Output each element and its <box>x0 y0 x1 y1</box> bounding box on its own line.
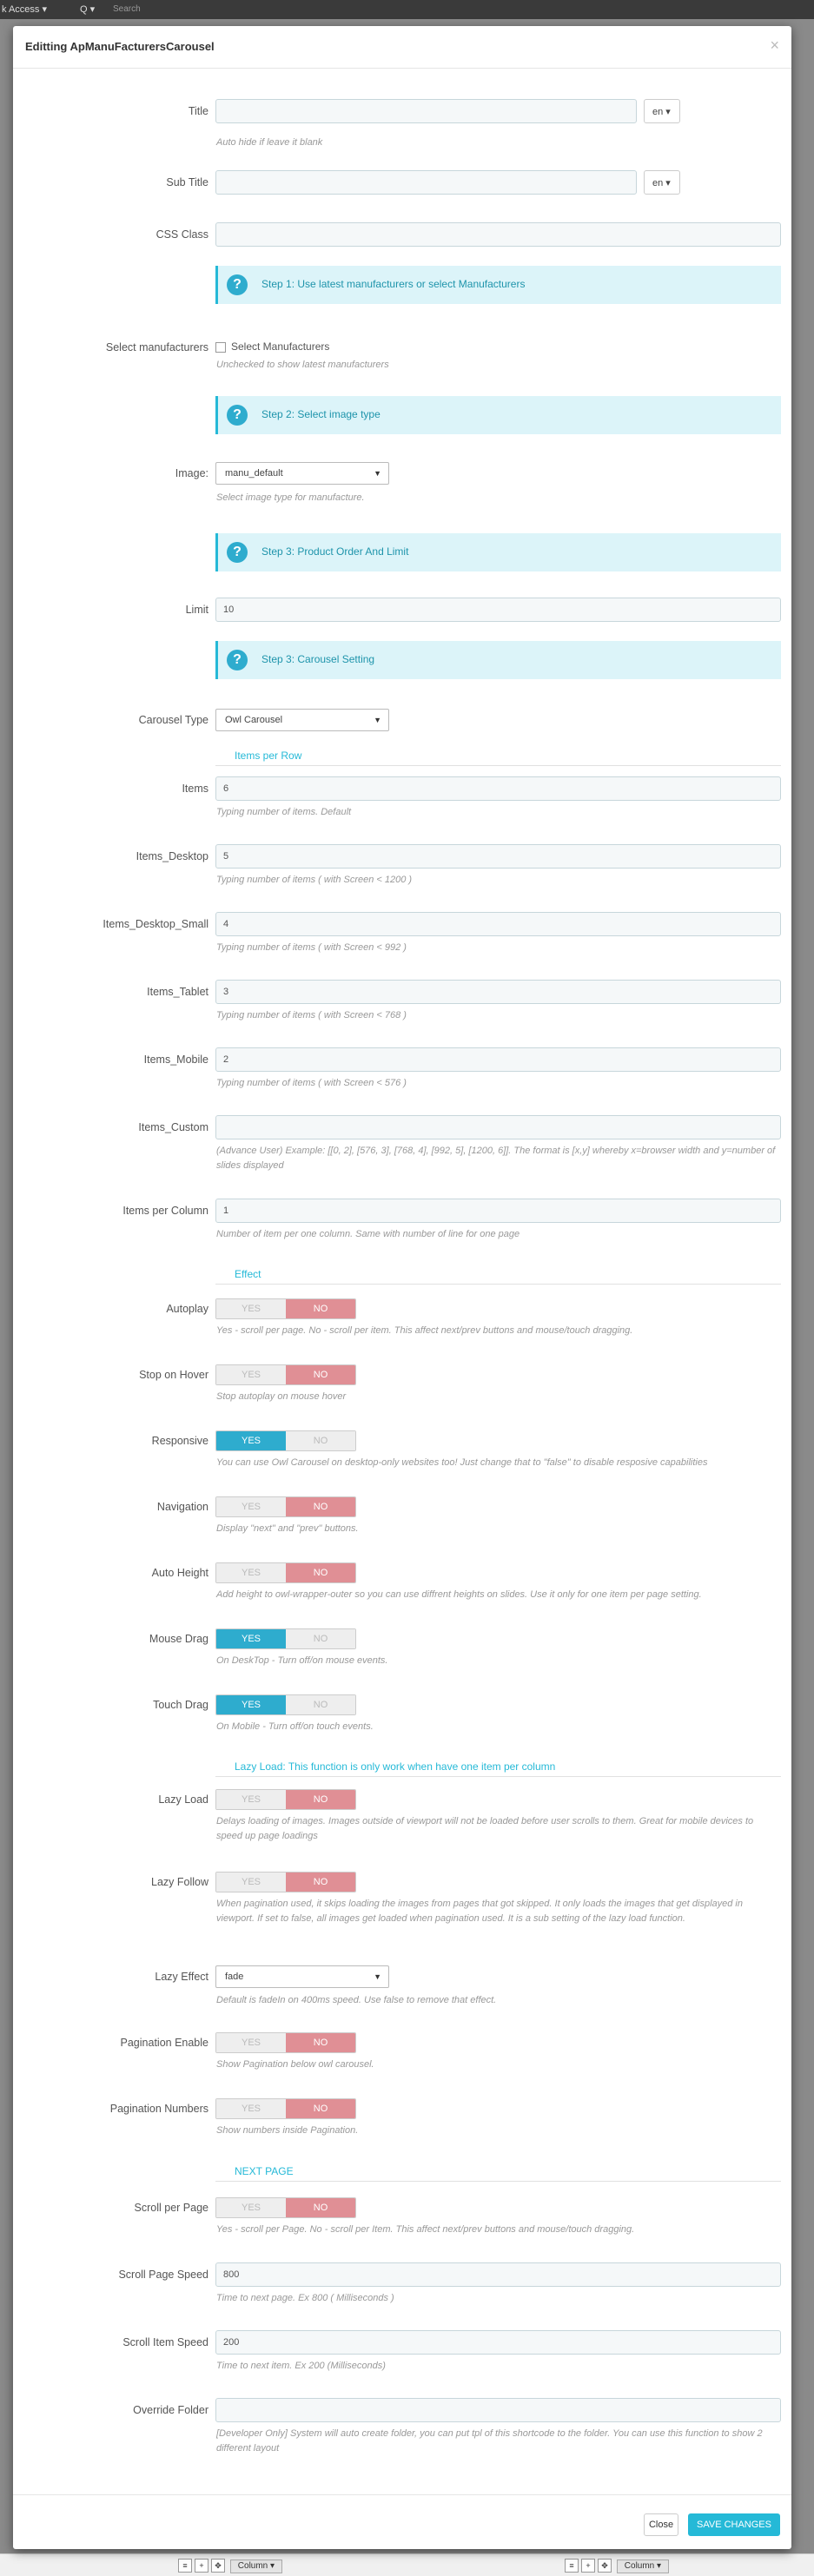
items-desktop-small-input[interactable]: 4 <box>215 912 781 936</box>
step1-text: Step 1: Use latest manufacturers or select Manufacturers <box>261 278 526 290</box>
column-dropdown-left[interactable]: Column ▾ <box>230 2559 282 2573</box>
pagination-enable-switch[interactable] <box>215 2032 356 2053</box>
responsive-label: Responsive <box>151 1435 208 1447</box>
auto-height-label: Auto Height <box>151 1567 208 1579</box>
navigation-yes[interactable]: YES <box>216 1497 286 1516</box>
modal-header <box>13 26 791 69</box>
lazy-effect-help: Default is fadeIn on 400ms speed. Use false to remove that effect. <box>216 1995 497 2005</box>
modal-footer <box>13 2494 791 2550</box>
items-custom-label: Items_Custom <box>138 1121 208 1133</box>
scroll-page-speed-label: Scroll Page Speed <box>118 2269 208 2281</box>
navigation-label: Navigation <box>156 1501 208 1513</box>
pagination-numbers-switch[interactable] <box>215 2098 356 2119</box>
items-desktop-small-label: Items_Desktop_Small <box>103 918 208 930</box>
column-toolbar-right <box>565 2559 669 2573</box>
add-icon[interactable]: + <box>581 2559 595 2573</box>
select-manufacturers-check-label: Select Manufacturers <box>231 340 330 353</box>
quick-access-menu[interactable]: k Access ▾ <box>2 4 47 15</box>
lazy-load-switch[interactable] <box>215 1789 356 1810</box>
pagination-enable-help: Show Pagination below owl carousel. <box>216 2059 374 2070</box>
caret-down-icon: ▼ <box>374 716 381 724</box>
carousel-type-select[interactable] <box>215 709 389 731</box>
scroll-item-speed-label: Scroll Item Speed <box>122 2336 208 2348</box>
select-manufacturers-checkbox[interactable] <box>215 340 329 353</box>
items-custom-help: (Advance User) Example: [[0, 2], [576, 3], [768, 4], [992, 5], [1200, 6]]. The format is [x,y] whereby x=browser width and y=number of slides displayed <box>216 1146 776 1171</box>
lazy-effect-row <box>13 1965 791 2005</box>
carousel-type-row <box>13 709 791 731</box>
subtitle-label: Sub Title <box>166 176 208 188</box>
lazy-effect-value: fade <box>225 1972 244 1982</box>
step3a-text: Step 3: Product Order And Limit <box>261 545 409 558</box>
auto-height-switch[interactable] <box>215 1562 356 1583</box>
add-icon[interactable]: + <box>195 2559 208 2573</box>
pagination-enable-label: Pagination Enable <box>120 2037 208 2049</box>
scroll-page-speed-input[interactable]: 800 <box>215 2262 781 2287</box>
stop-on-hover-label: Stop on Hover <box>139 1369 208 1381</box>
step3b-text: Step 3: Carousel Setting <box>261 653 375 665</box>
touch-drag-switch[interactable] <box>215 1694 356 1715</box>
title-input[interactable] <box>215 99 637 123</box>
navigation-no[interactable]: NO <box>286 1497 355 1516</box>
pagination-numbers-label: Pagination Numbers <box>109 2103 208 2115</box>
items-tablet-help: Typing number of items ( with Screen < 768 ) <box>216 1010 407 1020</box>
override-folder-label: Override Folder <box>133 2404 208 2416</box>
title-lang-select[interactable]: en ▾ <box>644 99 680 123</box>
lazy-follow-label: Lazy Follow <box>151 1876 208 1888</box>
touch-drag-yes[interactable]: YES <box>216 1695 286 1714</box>
items-desktop-small-help: Typing number of items ( with Screen < 992 ) <box>216 942 407 953</box>
title-label: Title <box>188 105 208 117</box>
scroll-item-speed-input[interactable]: 200 <box>215 2330 781 2355</box>
section-items-per-row: Items per Row <box>215 750 781 766</box>
caret-down-icon: ▼ <box>374 469 381 478</box>
items-mobile-help: Typing number of items ( with Screen < 576 ) <box>216 1078 407 1088</box>
image-select[interactable] <box>215 462 389 485</box>
section-effect: Effect <box>215 1268 781 1285</box>
step2-text: Step 2: Select image type <box>261 408 381 420</box>
lazy-load-no[interactable]: NO <box>286 1790 355 1809</box>
items-mobile-label: Items_Mobile <box>143 1054 208 1066</box>
lazy-load-help: Delays loading of images. Images outside of viewport will not be loaded before user scrolls to them. Great for mobile devices to speed up page loadings <box>216 1816 754 1841</box>
image-row <box>13 462 791 503</box>
autoplay-label: Autoplay <box>166 1303 208 1315</box>
limit-label: Limit <box>185 604 208 616</box>
edit-modal <box>13 26 791 2549</box>
stop-on-hover-yes[interactable]: YES <box>216 1365 286 1384</box>
responsive-no[interactable]: NO <box>286 1431 355 1450</box>
question-icon: ? <box>227 542 248 563</box>
items-custom-input[interactable] <box>215 1115 781 1139</box>
items-help: Typing number of items. Default <box>216 807 352 817</box>
mouse-drag-label: Mouse Drag <box>149 1633 208 1645</box>
subtitle-lang-select[interactable]: en ▾ <box>644 170 680 195</box>
step3b-alert <box>215 641 781 679</box>
move-icon[interactable]: ✥ <box>211 2559 225 2573</box>
step2-alert <box>215 396 781 434</box>
close-icon[interactable]: × <box>770 36 779 54</box>
caret-down-icon: ▼ <box>374 1972 381 1981</box>
items-tablet-label: Items_Tablet <box>147 986 208 998</box>
search-input[interactable]: Search <box>113 4 141 14</box>
items-tablet-input[interactable]: 3 <box>215 980 781 1004</box>
modal-title: Editting ApManuFacturersCarousel <box>25 40 215 53</box>
title-help: Auto hide if leave it blank <box>216 137 323 148</box>
navigation-switch[interactable] <box>215 1496 356 1517</box>
lazy-effect-select[interactable] <box>215 1965 389 1988</box>
mouse-drag-help: On DeskTop - Turn off/on mouse events. <box>216 1655 388 1666</box>
items-per-column-help: Number of item per one column. Same with number of line for one page <box>216 1229 520 1239</box>
touch-drag-no[interactable]: NO <box>286 1695 355 1714</box>
column-toolbar-left <box>178 2559 282 2573</box>
step1-alert <box>215 266 781 304</box>
close-button[interactable]: Close <box>644 2513 678 2536</box>
carousel-type-value: Owl Carousel <box>225 715 283 725</box>
touch-drag-label: Touch Drag <box>153 1699 208 1711</box>
question-icon: ? <box>227 274 248 295</box>
auto-height-no[interactable]: NO <box>286 1563 355 1582</box>
override-folder-input[interactable] <box>215 2398 781 2422</box>
lazy-follow-no[interactable]: NO <box>286 1873 355 1892</box>
admin-topbar <box>0 0 814 19</box>
select-manufacturers-help: Unchecked to show latest manufacturers <box>216 360 389 370</box>
search-icon[interactable]: Q ▾ <box>80 4 96 15</box>
pagination-numbers-help: Show numbers inside Pagination. <box>216 2125 359 2136</box>
scroll-per-page-switch[interactable] <box>215 2197 356 2218</box>
items-desktop-input[interactable]: 5 <box>215 844 781 869</box>
scroll-per-page-label: Scroll per Page <box>134 2202 208 2214</box>
grid-icon[interactable]: ≡ <box>178 2559 192 2573</box>
subtitle-input[interactable] <box>215 170 637 195</box>
auto-height-help: Add height to owl-wrapper-outer so you can use diffrent heights on slides. Use it only for one item per page setting. <box>216 1589 702 1600</box>
stop-on-hover-switch[interactable] <box>215 1364 356 1385</box>
items-desktop-help: Typing number of items ( with Screen < 1200 ) <box>216 875 413 885</box>
pagination-numbers-no[interactable]: NO <box>286 2099 355 2118</box>
navigation-help: Display "next" and "prev" buttons. <box>216 1523 359 1534</box>
items-per-column-label: Items per Column <box>122 1205 208 1217</box>
scroll-item-speed-help: Time to next item. Ex 200 (Milliseconds) <box>216 2361 386 2371</box>
scroll-per-page-help: Yes - scroll per Page. No - scroll per Item. This affect next/prev buttons and mouse/touch dragging. <box>216 2224 635 2235</box>
responsive-help: You can use Owl Carousel on desktop-only websites too! Just change that to "false" to disable resposive capabilities <box>216 1457 708 1468</box>
responsive-yes[interactable]: YES <box>216 1431 286 1450</box>
scroll-per-page-no[interactable]: NO <box>286 2198 355 2217</box>
move-icon[interactable]: ✥ <box>598 2559 612 2573</box>
items-label: Items <box>182 783 208 795</box>
lazy-effect-label: Lazy Effect <box>155 1971 208 1983</box>
image-select-value: manu_default <box>225 468 283 479</box>
checkbox-icon[interactable] <box>215 342 226 353</box>
override-folder-help: [Developer Only] System will auto create folder, you can put tpl of this shortcode to the folder. You can use this function to show 2 different layout <box>216 2428 763 2454</box>
limit-input[interactable]: 10 <box>215 598 781 622</box>
scroll-page-speed-help: Time to next page. Ex 800 ( Milliseconds ) <box>216 2293 394 2303</box>
autoplay-yes[interactable]: YES <box>216 1299 286 1318</box>
image-label: Image: <box>175 467 208 479</box>
pagination-enable-no[interactable]: NO <box>286 2033 355 2052</box>
lazy-load-yes[interactable]: YES <box>216 1790 286 1809</box>
image-help: Select image type for manufacture. <box>216 492 365 503</box>
lazy-follow-help: When pagination used, it skips loading the images from pages that got skipped. It only loads the images that get displayed in viewport. If set to false, all images get loaded when pagination used. It is a sub setting of the lazy load function. <box>216 1899 743 1924</box>
mouse-drag-yes[interactable]: YES <box>216 1629 286 1648</box>
touch-drag-help: On Mobile - Turn off/on touch events. <box>216 1721 374 1732</box>
pagination-enable-yes[interactable]: YES <box>216 2033 286 2052</box>
lazy-follow-yes[interactable]: YES <box>216 1873 286 1892</box>
items-input[interactable]: 6 <box>215 776 781 801</box>
step3a-alert <box>215 533 781 571</box>
pagination-numbers-yes[interactable]: YES <box>216 2099 286 2118</box>
question-icon: ? <box>227 405 248 426</box>
column-dropdown-right[interactable]: Column ▾ <box>617 2559 669 2573</box>
items-desktop-label: Items_Desktop <box>136 850 208 862</box>
responsive-switch[interactable] <box>215 1430 356 1451</box>
auto-height-yes[interactable]: YES <box>216 1563 286 1582</box>
lazy-follow-switch[interactable] <box>215 1872 356 1892</box>
autoplay-no[interactable]: NO <box>286 1299 355 1318</box>
autoplay-switch[interactable] <box>215 1298 356 1319</box>
mouse-drag-switch[interactable] <box>215 1628 356 1649</box>
grid-icon[interactable]: ≡ <box>565 2559 579 2573</box>
save-changes-button[interactable]: SAVE CHANGES <box>688 2513 780 2536</box>
stop-on-hover-no[interactable]: NO <box>286 1365 355 1384</box>
cssclass-input[interactable] <box>215 222 781 247</box>
items-mobile-input[interactable]: 2 <box>215 1047 781 1072</box>
select-manufacturers-label: Select manufacturers <box>105 341 208 353</box>
items-per-column-input[interactable]: 1 <box>215 1199 781 1223</box>
builder-bottom-bar <box>0 2553 814 2576</box>
cssclass-label: CSS Class <box>156 228 208 241</box>
autoplay-help: Yes - scroll per page. No - scroll per item. This affect next/prev buttons and mouse/touch dragging. <box>216 1325 633 1336</box>
scroll-per-page-yes[interactable]: YES <box>216 2198 286 2217</box>
section-next-page: NEXT PAGE <box>215 2165 781 2182</box>
section-lazy-load: Lazy Load: This function is only work when have one item per column <box>215 1760 781 1777</box>
question-icon: ? <box>227 650 248 670</box>
mouse-drag-no[interactable]: NO <box>286 1629 355 1648</box>
stop-on-hover-help: Stop autoplay on mouse hover <box>216 1391 347 1402</box>
carousel-type-label: Carousel Type <box>138 714 208 726</box>
lazy-load-label: Lazy Load <box>158 1793 208 1806</box>
